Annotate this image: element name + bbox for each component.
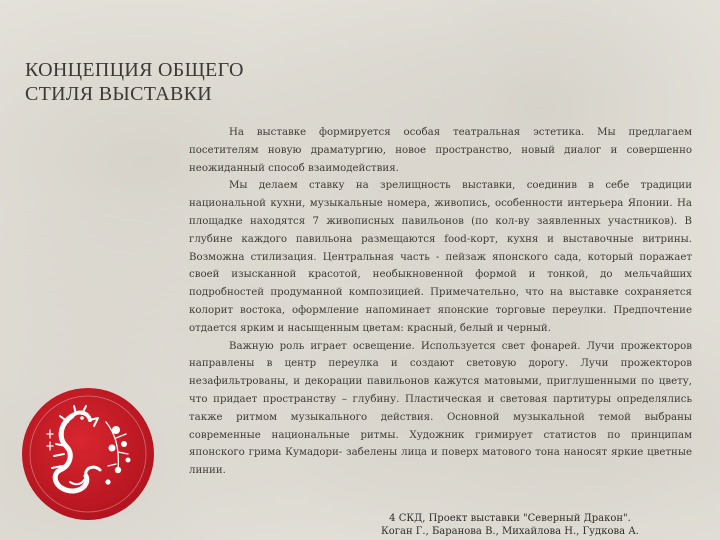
paragraph-2: Мы делаем ставку на зрелищность выставки, соединив в себе традиции национальной кухни, музыкальные номера, живопись, особенности интерьера Японии. На площадке находятся 7 живописных павильонов (по кол-ву заявленных участников). В глубине каждого павильона размещаются food-корт, кухня и выставочные витрины. Возможна стилизация. Центральная часть - пейзаж японского сада, который поражает своей изысканной красотой, необыкновенной формой и тонкой, до мельчайших подробностей продуманной композицией. Примечательно, что на выставке сохраняется колорит востока, оформление напоминает японские торговые переулки. Предпочтение отдается ярким и насыщенным цветам: красный, белый и черный. bbox=[189, 180, 692, 334]
paragraph-3: Важную роль играет освещение. Используется свет фонарей. Лучи прожекторов направлены в центр переулка и создают световую дорогу. Лучи прожекторов незафильтрованы, и декорации павильонов кажутся матовыми, приглушенными по цвету, что придает пространству – глубину. Пластическая и световая партитуры определялись также ритмом музыкального действия. Основной музыкальной темой выбраны современные национальные ритмы. Художник гримирует статистов по принципам японского грима Кумадори- забелены лица и поверх матового тона наносят яркие цветные линии. bbox=[189, 340, 692, 477]
footer-line-1: 4 СКД, Проект выставки "Северный Дракон". bbox=[389, 513, 631, 524]
footer-credits bbox=[300, 512, 720, 538]
footer-line-2: Коган Г., Баранова В., Михайлова Н., Гудкова А. bbox=[380, 526, 639, 537]
dragon-emblem-icon bbox=[20, 386, 156, 522]
page-title bbox=[25, 58, 244, 106]
page-title-line-2: СТИЛЯ ВЫСТАВКИ bbox=[25, 83, 213, 105]
page-title-line-1: КОНЦЕПЦИЯ ОБЩЕГО bbox=[25, 59, 244, 81]
body-text bbox=[189, 124, 692, 480]
paragraph-1: На выставке формируется особая театральная эстетика. Мы предлагаем посетителям новую драматургию, новое пространство, новый диалог и совершенно неожиданный способ взаимодействия. bbox=[189, 127, 692, 174]
